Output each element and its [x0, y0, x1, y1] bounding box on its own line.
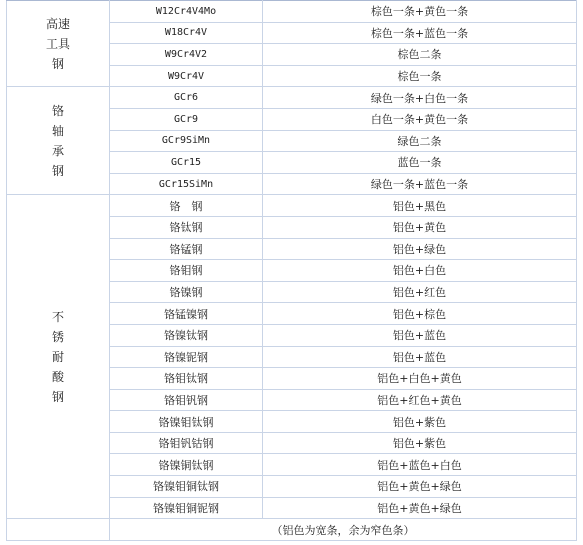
color-mark-cell: 铝色+黄色 [263, 216, 577, 238]
color-mark-cell: 铝色+蓝色 [263, 324, 577, 346]
color-mark-cell: 蓝色一条 [263, 152, 577, 174]
category-name-line: 钢 [51, 56, 64, 71]
color-mark-cell: 铝色+黑色 [263, 195, 577, 217]
color-mark-cell: 铝色+红色 [263, 281, 577, 303]
category-name-line: 耐 [51, 349, 64, 364]
steel-grade-cell: 铬镍钼铜钛钢 [110, 476, 263, 498]
color-mark-cell: 铝色+黄色+绿色 [263, 497, 577, 519]
footnote-row [7, 519, 577, 541]
steel-grade-cell: 铬钼钒钢 [110, 389, 263, 411]
category-name-line: 钢 [51, 389, 64, 404]
category-name-line: 承 [51, 143, 64, 158]
steel-grade-cell: 铬钛钢 [110, 216, 263, 238]
color-mark-cell: 棕色二条 [263, 44, 577, 66]
steel-color-mark-table [6, 0, 577, 541]
color-mark-cell: 铝色+紫色 [263, 432, 577, 454]
color-mark-cell: 铝色+黄色+绿色 [263, 476, 577, 498]
category-name-line: 轴 [51, 123, 64, 138]
steel-grade-cell: GCr9 [110, 108, 263, 130]
table-row [7, 87, 577, 109]
color-mark-cell: 铝色+红色+黄色 [263, 389, 577, 411]
color-mark-cell: 铝色+蓝色 [263, 346, 577, 368]
category-name-line: 钢 [51, 163, 64, 178]
steel-grade-cell: 铬钼钢 [110, 260, 263, 282]
steel-grade-cell: GCr15SiMn [110, 173, 263, 195]
steel-grade-cell: 铬镍钛钢 [110, 324, 263, 346]
color-mark-cell: 棕色一条 [263, 65, 577, 87]
color-mark-cell: 棕色一条+黄色一条 [263, 1, 577, 23]
color-mark-cell: 绿色一条+白色一条 [263, 87, 577, 109]
table-row [7, 1, 577, 23]
steel-grade-cell: W18Cr4V [110, 22, 263, 44]
steel-grade-cell: GCr9SiMn [110, 130, 263, 152]
category-cell [7, 1, 110, 87]
category-name-line: 高速 [45, 16, 70, 31]
steel-grade-cell: 铬钼钛钢 [110, 368, 263, 390]
category-name-line: 锈 [51, 329, 64, 344]
color-mark-cell: 铝色+白色+黄色 [263, 368, 577, 390]
category-name-line: 工具 [45, 36, 70, 51]
steel-grade-cell: 铬锰镍钢 [110, 303, 263, 325]
color-mark-cell: 铝色+紫色 [263, 411, 577, 433]
steel-grade-cell: W9Cr4V2 [110, 44, 263, 66]
category-cell [7, 87, 110, 195]
steel-grade-cell: 铬锰钢 [110, 238, 263, 260]
color-mark-cell: 白色一条+黄色一条 [263, 108, 577, 130]
steel-grade-cell: 铬钼钒钴钢 [110, 432, 263, 454]
steel-grade-cell: GCr6 [110, 87, 263, 109]
color-mark-cell: 铝色+棕色 [263, 303, 577, 325]
color-mark-cell: 绿色二条 [263, 130, 577, 152]
footnote: （铝色为宽条，余为窄色条） [110, 519, 577, 541]
steel-grade-cell: 铬镍钼铜铌钢 [110, 497, 263, 519]
steel-grade-cell: 铬镍钢 [110, 281, 263, 303]
category-name-line: 酸 [51, 369, 64, 384]
table-row [7, 195, 577, 217]
category-cell [7, 195, 110, 519]
steel-grade-cell: GCr15 [110, 152, 263, 174]
table-body [7, 1, 577, 541]
category-name-line: 不 [51, 309, 64, 324]
color-mark-cell: 棕色一条+蓝色一条 [263, 22, 577, 44]
steel-grade-cell: 铬镍钼钛钢 [110, 411, 263, 433]
steel-grade-cell: 铬 钢 [110, 195, 263, 217]
category-name-line: 铬 [51, 103, 64, 118]
steel-grade-cell: 铬镍铌钢 [110, 346, 263, 368]
steel-grade-cell: W9Cr4V [110, 65, 263, 87]
color-mark-cell: 铝色+白色 [263, 260, 577, 282]
color-mark-cell: 铝色+蓝色+白色 [263, 454, 577, 476]
footnote-blank-cell [7, 519, 110, 541]
color-mark-cell: 铝色+绿色 [263, 238, 577, 260]
color-mark-cell: 绿色一条+蓝色一条 [263, 173, 577, 195]
steel-grade-cell: 铬镍铜钛钢 [110, 454, 263, 476]
steel-grade-cell: W12Cr4V4Mo [110, 1, 263, 23]
